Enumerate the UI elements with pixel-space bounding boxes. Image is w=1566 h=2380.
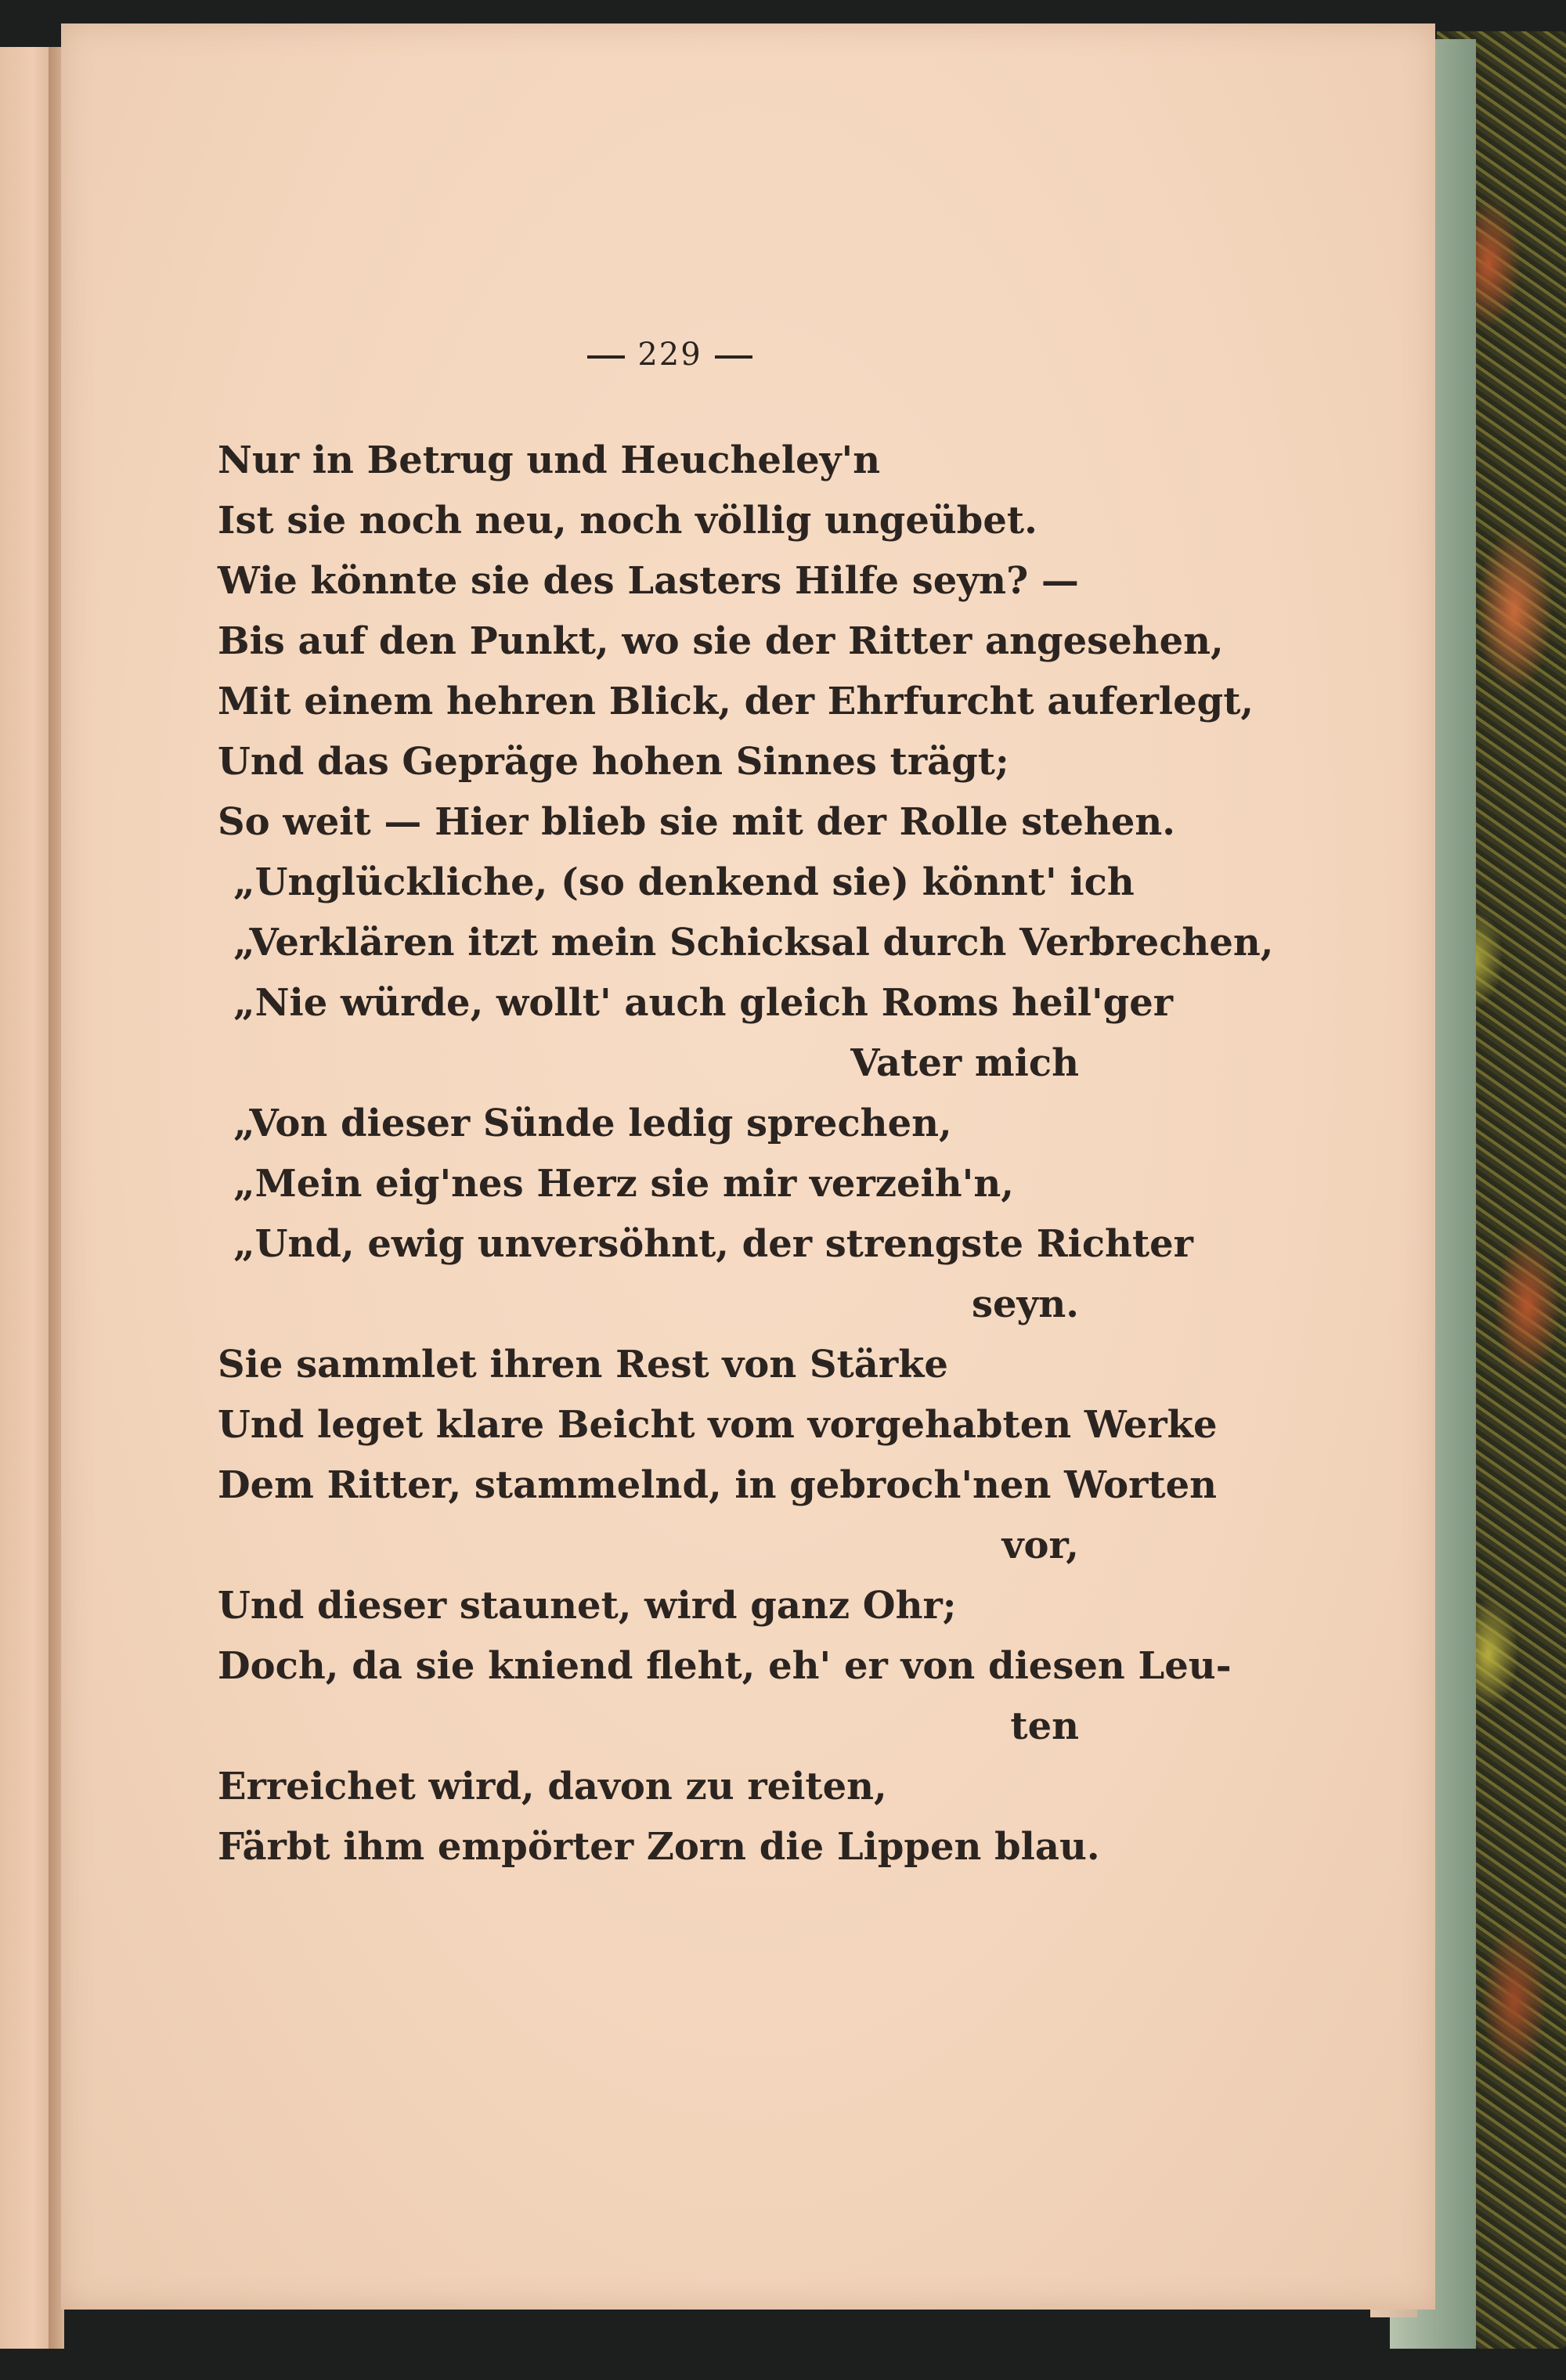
dash-left xyxy=(587,355,625,359)
dash-right xyxy=(715,355,752,359)
page-number: 229 xyxy=(637,337,702,373)
page-number-header xyxy=(0,337,1357,373)
verse-line-continuation: Vater mich xyxy=(850,1041,1079,1085)
left-facing-page xyxy=(0,47,55,2349)
verse-line-continuation: vor, xyxy=(1001,1524,1079,1567)
verse-line: „Und, ewig unversöhnt, der strengste Richter xyxy=(233,1222,1193,1266)
verse-line: „Nie würde, wollt' auch gleich Roms heil'ger xyxy=(233,981,1174,1025)
verse-line: „Unglückliche, (so denkend sie) könnt' ich xyxy=(233,860,1135,904)
verse-line: Ist sie noch neu, noch völlig ungeübet. xyxy=(218,499,1037,543)
verse-line-continuation: ten xyxy=(1010,1704,1079,1748)
verse-line: Und dieser staunet, wird ganz Ohr; xyxy=(218,1584,957,1628)
verse-line: Erreichet wird, davon zu reiten, xyxy=(218,1765,887,1808)
verse-line: Und leget klare Beicht vom vorgehabten Werke xyxy=(218,1403,1218,1447)
verse-line: Dem Ritter, stammelnd, in gebroch'nen Worten xyxy=(218,1463,1218,1507)
verse-line: Färbt ihm empörter Zorn die Lippen blau. xyxy=(218,1825,1100,1869)
verse-line: „Von dieser Sünde ledig sprechen, xyxy=(233,1102,952,1145)
verse-line: Bis auf den Punkt, wo sie der Ritter angesehen, xyxy=(218,619,1224,663)
verse-line: „Verklären itzt mein Schicksal durch Verbrechen, xyxy=(233,921,1274,965)
verse-line: „Mein eig'nes Herz sie mir verzeih'n, xyxy=(233,1162,1014,1206)
verse-line: Sie sammlet ihren Rest von Stärke xyxy=(218,1343,948,1387)
verse-line: Und das Gepräge hohen Sinnes trägt; xyxy=(218,740,1009,784)
poem-text xyxy=(218,431,1274,1877)
verse-line-continuation: seyn. xyxy=(971,1282,1079,1326)
book-page xyxy=(61,23,1435,2310)
verse-line: So weit — Hier blieb sie mit der Rolle stehen. xyxy=(218,800,1175,844)
verse-line: Doch, da sie kniend fleht, eh' er von diesen Leu- xyxy=(218,1644,1232,1688)
verse-line: Nur in Betrug und Heucheley'n xyxy=(218,438,881,482)
verse-line: Mit einem hehren Blick, der Ehrfurcht auferlegt, xyxy=(218,680,1254,723)
verse-line: Wie könnte sie des Lasters Hilfe seyn? — xyxy=(218,559,1079,603)
